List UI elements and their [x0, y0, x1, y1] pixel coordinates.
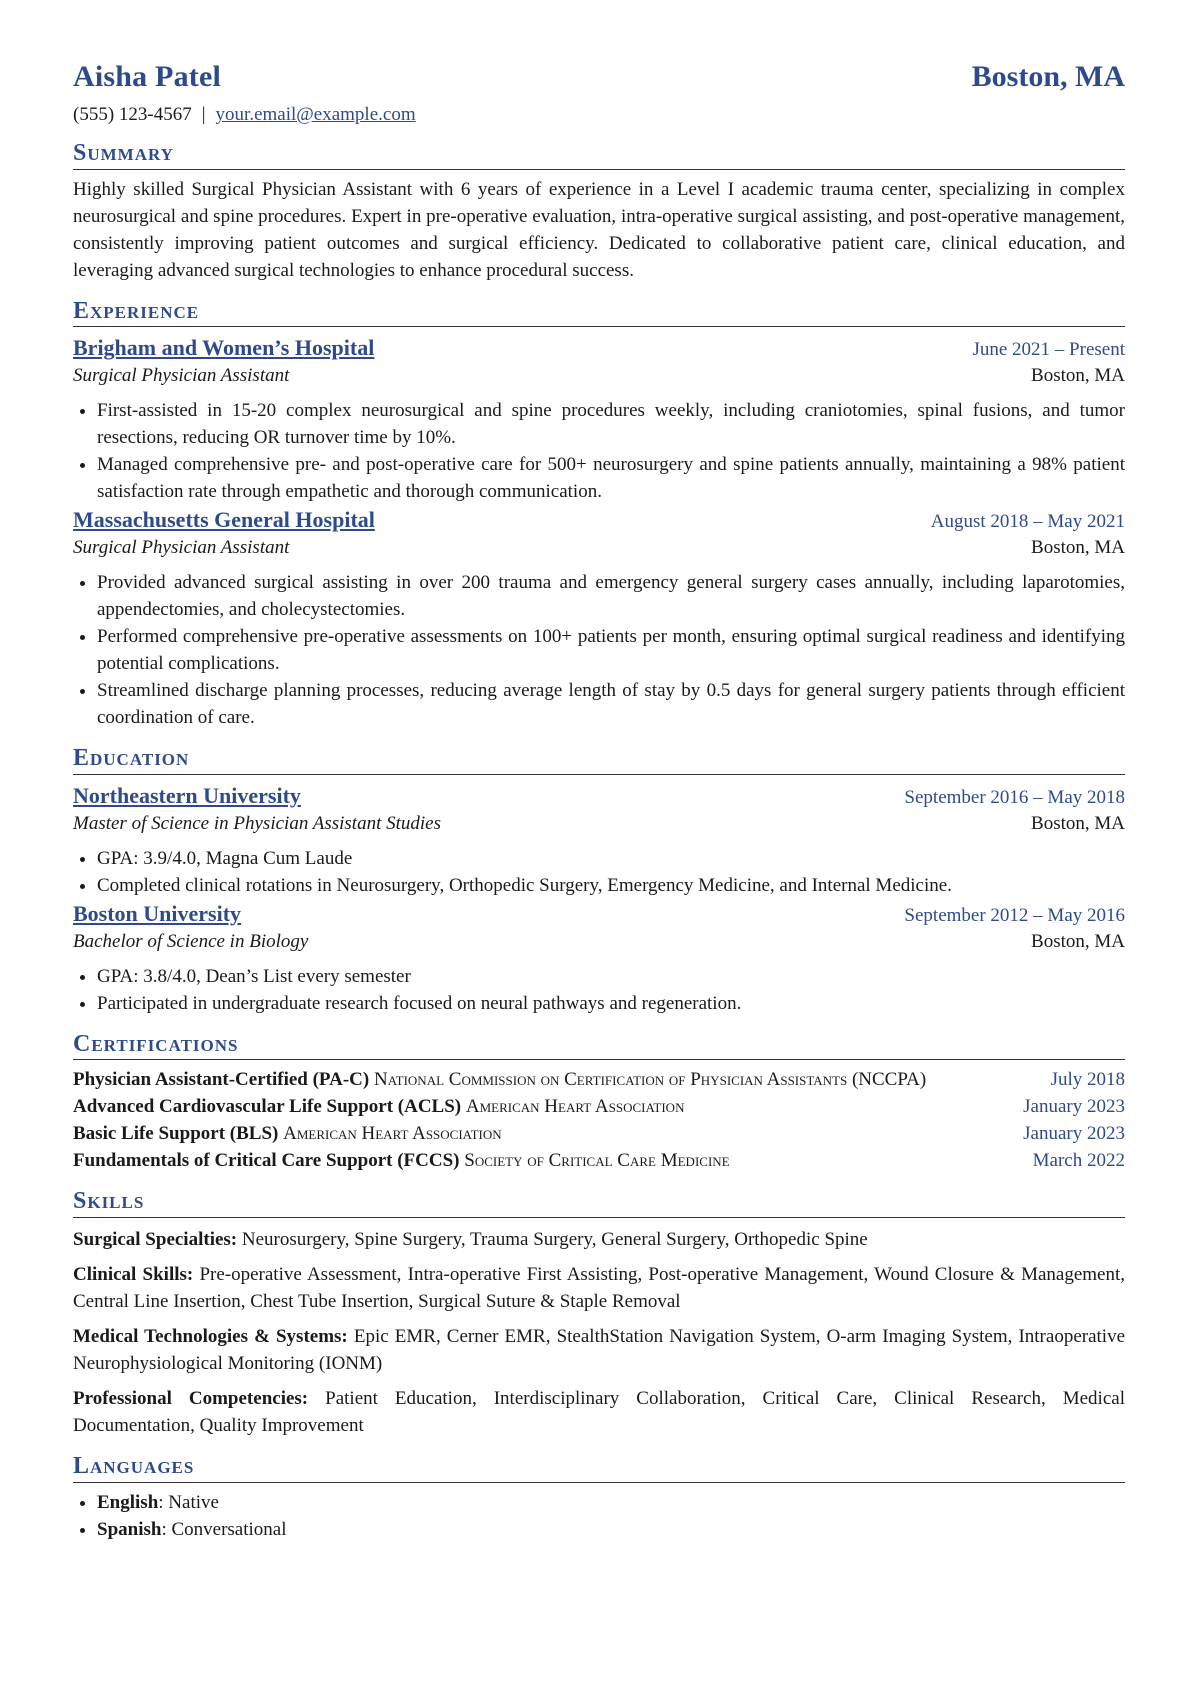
certification-name: Advanced Cardiovascular Life Support (ACLS): [73, 1096, 462, 1118]
section-heading-languages: Languages: [73, 1453, 1125, 1483]
certification-date: March 2022: [1032, 1150, 1125, 1172]
certification-name: Physician Assistant-Certified (PA-C): [73, 1069, 370, 1091]
bullet-list: [73, 845, 1125, 899]
entry-dates: September 2016 – May 2018: [904, 786, 1125, 808]
certification-issuer: National Commission on Certification of Physician Assistants (NCCPA): [373, 1069, 927, 1091]
bullet-item: • GPA: 3.9/4.0, Magna Cum Laude: [97, 845, 1125, 872]
skill-group: [73, 1323, 1125, 1377]
skill-group: [73, 1261, 1125, 1315]
bullet-list: [73, 963, 1125, 1017]
certification-issuer: Society of Critical Care Medicine: [464, 1150, 730, 1172]
phone: (555) 123-4567: [73, 104, 192, 125]
entry-dates: August 2018 – May 2021: [930, 511, 1125, 533]
language-level: Native: [168, 1491, 219, 1513]
language-level: Conversational: [171, 1518, 287, 1540]
skill-group: [73, 1226, 1125, 1253]
experience-entry: [73, 507, 1125, 731]
entry-location: Boston, MA: [1031, 930, 1125, 952]
contact-line: [73, 104, 1125, 126]
section-heading-education: Education: [73, 745, 1125, 775]
entry-dates: September 2012 – May 2016: [904, 904, 1125, 926]
bullet-item: • Managed comprehensive pre- and post-operative care for 500+ neurosurgery and spine patients annually, maintaining a 98% patient satisfaction rate through empathetic and thorough communication.: [97, 451, 1125, 505]
section-heading-experience: Experience: [73, 298, 1125, 328]
degree: Bachelor of Science in Biology: [73, 930, 309, 952]
certification-date: July 2018: [1050, 1069, 1125, 1091]
candidate-name: Aisha Patel: [73, 60, 222, 93]
section-heading-certifications: Certifications: [73, 1031, 1125, 1061]
skill-text: Patient Education, Interdisciplinary Collaboration, Critical Care, Clinical Research, Medical Documentation, Quality Improvement: [73, 1387, 1125, 1436]
certification-item: [73, 1066, 1125, 1093]
certification-item: [73, 1147, 1125, 1174]
skill-label: Professional Competencies:: [73, 1387, 309, 1409]
bullet-list: [73, 569, 1125, 731]
employer-link[interactable]: Brigham and Women’s Hospital: [73, 335, 375, 361]
education-entry: [73, 901, 1125, 1017]
email-link[interactable]: your.email@example.com: [215, 104, 416, 125]
language-name: Spanish: [97, 1518, 162, 1540]
bullet-item: • Provided advanced surgical assisting in over 200 trauma and emergency general surgery cases annually, including laparotomies, appendectomies, and cholecystectomies.: [97, 569, 1125, 623]
bullet-item: • Streamlined discharge planning processes, reducing average length of stay by 0.5 days for general surgery patients through efficient coordination of care.: [97, 677, 1125, 731]
entry-location: Boston, MA: [1031, 537, 1125, 559]
certification-issuer: American Heart Association: [283, 1123, 502, 1145]
education-entry: [73, 783, 1125, 899]
language-name: English: [97, 1491, 159, 1513]
skill-text: Epic EMR, Cerner EMR, StealthStation Navigation System, O-arm Imaging System, Intraoperative Neurophysiological Monitoring (IONM): [73, 1325, 1125, 1374]
section-heading-summary: Summary: [73, 140, 1125, 170]
school-link[interactable]: Boston University: [73, 900, 242, 926]
bullet-item: • First-assisted in 15-20 complex neurosurgical and spine procedures weekly, including craniotomies, spinal fusions, and tumor resections, reducing OR turnover time by 10%.: [97, 397, 1125, 451]
entry-location: Boston, MA: [1031, 812, 1125, 834]
resume-page: [73, 60, 1125, 1543]
bullet-item: • Performed comprehensive pre-operative assessments on 100+ patients per month, ensuring optimal surgical readiness and identifying potential complications.: [97, 623, 1125, 677]
language-item: • Spanish: Conversational: [97, 1516, 1125, 1543]
job-title: Surgical Physician Assistant: [73, 537, 290, 559]
language-item: • English: Native: [97, 1489, 1125, 1516]
certification-name: Fundamentals of Critical Care Support (FCCS): [73, 1150, 460, 1172]
experience-entry: [73, 335, 1125, 505]
entry-dates: June 2021 – Present: [972, 339, 1125, 361]
skill-label: Medical Technologies & Systems:: [73, 1325, 348, 1347]
degree: Master of Science in Physician Assistant Studies: [73, 812, 441, 834]
header-location: Boston, MA: [971, 60, 1125, 93]
skill-group: [73, 1385, 1125, 1439]
skill-label: Surgical Specialties:: [73, 1228, 238, 1250]
school-link[interactable]: Northeastern University: [73, 782, 301, 808]
skill-text: Pre-operative Assessment, Intra-operative First Assisting, Post-operative Management, Wound Closure & Management, Central Line Insertion, Chest Tube Insertion, Surgical Suture & Staple Removal: [73, 1263, 1126, 1312]
certification-list: [73, 1066, 1125, 1174]
summary-text: Highly skilled Surgical Physician Assistant with 6 years of experience in a Level I academic trauma center, specializing in complex neurosurgical and spine procedures. Expert in pre-operative evaluation, intra-operative surgical assisting, and post-operative management, consistently improving patient outcomes and surgical efficiency. Dedicated to collaborative patient care, clinical education, and leveraging advanced surgical technologies to enhance procedural success.: [73, 178, 1125, 281]
entry-location: Boston, MA: [1031, 365, 1125, 387]
section-heading-skills: Skills: [73, 1188, 1125, 1218]
job-title: Surgical Physician Assistant: [73, 365, 290, 387]
certification-item: [73, 1120, 1125, 1147]
skill-label: Clinical Skills:: [73, 1263, 194, 1285]
certification-issuer: American Heart Association: [465, 1096, 685, 1118]
bullet-list: [73, 397, 1125, 505]
employer-link[interactable]: Massachusetts General Hospital: [73, 507, 375, 533]
language-list: [73, 1489, 1125, 1543]
bullet-item: • GPA: 3.8/4.0, Dean’s List every semester: [97, 963, 1125, 990]
certification-date: January 2023: [1023, 1123, 1125, 1145]
certification-item: [73, 1093, 1125, 1120]
bullet-item: • Participated in undergraduate research focused on neural pathways and regeneration.: [97, 990, 1125, 1017]
header: [73, 60, 1125, 94]
certification-date: January 2023: [1023, 1096, 1125, 1118]
skill-text: Neurosurgery, Spine Surgery, Trauma Surgery, General Surgery, Orthopedic Spine: [241, 1228, 868, 1250]
certification-name: Basic Life Support (BLS): [73, 1123, 279, 1145]
contact-separator: |: [201, 104, 206, 125]
bullet-item: • Completed clinical rotations in Neurosurgery, Orthopedic Surgery, Emergency Medicine, and Internal Medicine.: [97, 872, 1125, 899]
